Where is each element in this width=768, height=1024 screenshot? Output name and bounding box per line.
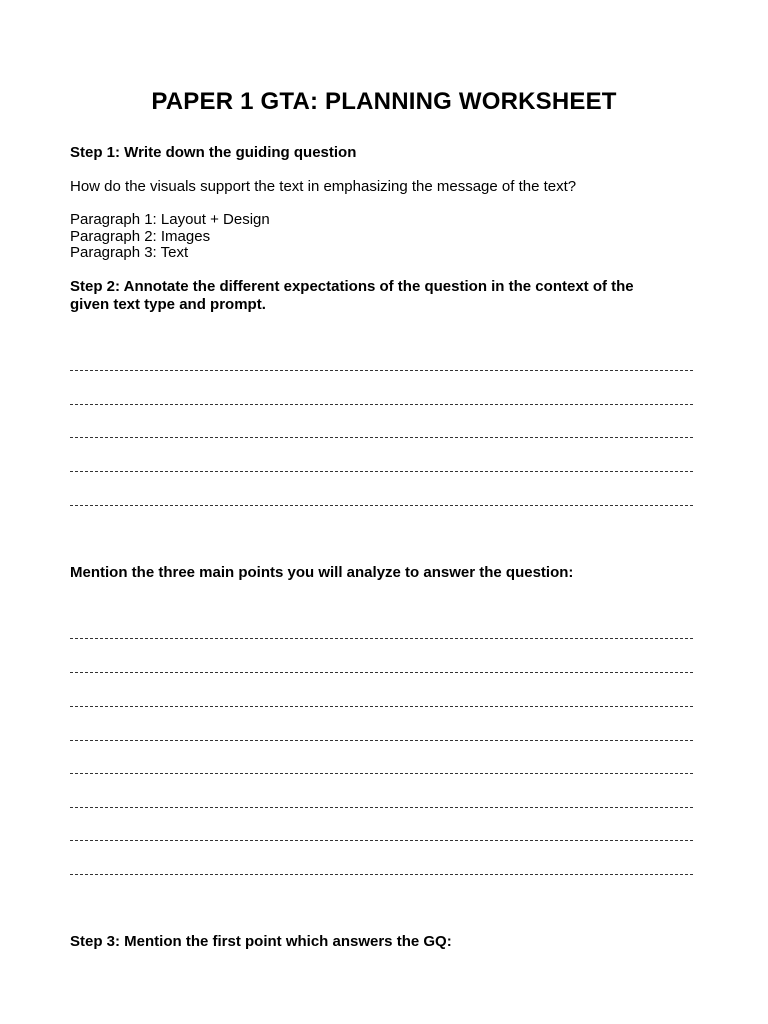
main-points-answer-line	[70, 638, 693, 639]
step2-answer-line	[70, 437, 693, 438]
main-points-heading: Mention the three main points you will analyze to answer the question:	[70, 564, 574, 581]
step2-answer-line	[70, 370, 693, 371]
step2-answer-line	[70, 471, 693, 472]
main-points-answer-line	[70, 706, 693, 707]
main-points-answer-line	[70, 773, 693, 774]
step2-answer-line	[70, 404, 693, 405]
main-points-answer-line	[70, 840, 693, 841]
step3-heading: Step 3: Mention the first point which answers the GQ:	[70, 933, 452, 950]
step2-answer-line	[70, 505, 693, 506]
paragraph-plan-2: Paragraph 2: Images	[70, 228, 211, 245]
step2-heading-line2: given text type and prompt.	[70, 296, 266, 313]
page-title: PAPER 1 GTA: PLANNING WORKSHEET	[151, 88, 617, 115]
main-points-answer-line	[70, 740, 693, 741]
main-points-answer-line	[70, 672, 693, 673]
main-points-answer-line	[70, 807, 693, 808]
paragraph-plan-3: Paragraph 3: Text	[70, 244, 189, 261]
guiding-question: How do the visuals support the text in emphasizing the message of the text?	[70, 178, 577, 195]
main-points-answer-line	[70, 874, 693, 875]
paragraph-plan-1: Paragraph 1: Layout + Design	[70, 211, 270, 228]
step1-heading: Step 1: Write down the guiding question	[70, 144, 357, 161]
step2-heading-line1: Step 2: Annotate the different expectations of the question in the context of the	[70, 278, 634, 295]
